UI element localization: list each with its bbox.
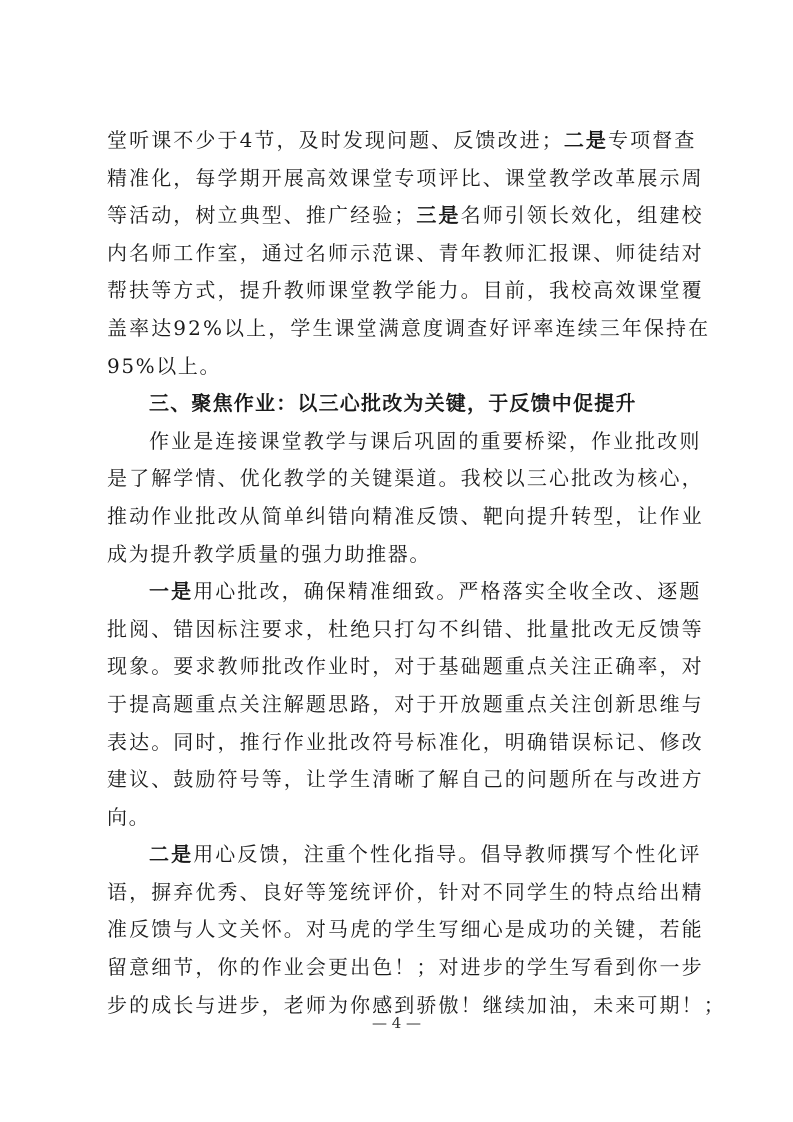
text-line — [107, 911, 704, 949]
text-segment: 建议、鼓励符号等，让学生清晰了解自己的问题所在与改进方 — [107, 767, 704, 792]
text-segment: 步的成长与进步，老师为你感到骄傲！继续加油，未来可期！； — [107, 992, 726, 1017]
text-line — [107, 573, 702, 611]
text-segment: 95%以上。 — [107, 353, 222, 378]
text-segment: 用心反馈，注重个性化指导。倡导教师撰写个性化评 — [193, 842, 702, 867]
text-segment: 准反馈与人文关怀。对马虎的学生写细心是成功的关键，若能 — [107, 917, 704, 942]
text-segment: 表达。同时，推行作业批改符号标准化，明确错误标记、修改 — [107, 729, 704, 754]
text-line — [107, 761, 704, 799]
text-segment: 批阅、错因标注要求，杜绝只打勾不纠错、批量批改无反馈等 — [107, 616, 704, 641]
text-line — [107, 836, 702, 874]
text-segment: 是了解学情、优化教学的关键渠道。我校以三心批改为核心， — [107, 466, 704, 491]
text-segment: 语，摒弃优秀、良好等笼统评价，针对不同学生的特点给出精 — [107, 879, 704, 904]
text-line — [107, 648, 704, 686]
text-line — [107, 235, 704, 273]
text-line — [107, 122, 697, 160]
text-segment: 成为提升教学质量的强力助推器。 — [107, 541, 431, 566]
section-heading — [107, 385, 667, 423]
text-segment: 名师引领长效化，组建校 — [460, 203, 704, 228]
text-line — [107, 197, 704, 235]
text-line — [107, 423, 702, 461]
text-line — [107, 460, 704, 498]
text-line — [107, 536, 667, 574]
text-line — [107, 310, 711, 348]
text-line — [107, 724, 704, 762]
text-segment: 向。 — [107, 804, 151, 829]
text-segment: 帮扶等方式，提升教师课堂教学能力。目前，我校高效课堂覆 — [107, 278, 704, 303]
text-line — [107, 498, 704, 536]
text-segment: 作业是连接课堂教学与课后巩固的重要桥梁，作业批改则 — [149, 428, 702, 453]
text-segment: 推动作业批改从简单纠错向精准反馈、靶向提升转型，让作业 — [107, 503, 704, 528]
bold-keyword: 二是 — [149, 842, 194, 867]
text-segment: 盖率达92%以上，学生课堂满意度调查好评率连续三年保持在 — [107, 315, 711, 340]
text-segment: 用心批改，确保精准细致。严格落实全收全改、逐题 — [193, 579, 702, 604]
text-line — [107, 348, 667, 386]
text-line — [107, 799, 667, 837]
text-segment: 现象。要求教师批改作业时，对于基础题重点关注正确率，对 — [107, 654, 704, 679]
text-line — [107, 874, 704, 912]
bold-keyword: 一是 — [149, 579, 194, 604]
text-line — [107, 686, 704, 724]
text-line — [107, 160, 704, 198]
text-segment: 内名师工作室，通过名师示范课、青年教师汇报课、师徒结对 — [107, 240, 704, 265]
bold-keyword: 二是 — [563, 128, 609, 152]
text-segment: 精准化，每学期开展高效课堂专项评比、课堂教学改革展示周 — [107, 165, 704, 190]
text-segment: 堂听课不少于4节，及时发现问题、反馈改进； — [107, 128, 564, 152]
bold-keyword: 三是 — [416, 203, 461, 228]
text-segment: 三、聚焦作业：以三心批改为关键，于反馈中促提升 — [149, 391, 637, 416]
text-segment: 等活动，树立典型、推广经验； — [107, 203, 417, 228]
text-line — [107, 611, 704, 649]
page-number: — 4 — — [371, 1014, 422, 1032]
body-text — [107, 122, 726, 1024]
text-line — [107, 949, 704, 987]
text-segment: 留意细节，你的作业会更出色！；对进步的学生写看到你一步 — [107, 955, 704, 980]
text-segment: 于提高题重点关注解题思路，对于开放题重点关注创新思维与 — [107, 691, 704, 716]
text-segment: 专项督查 — [608, 128, 697, 152]
text-line — [107, 272, 704, 310]
